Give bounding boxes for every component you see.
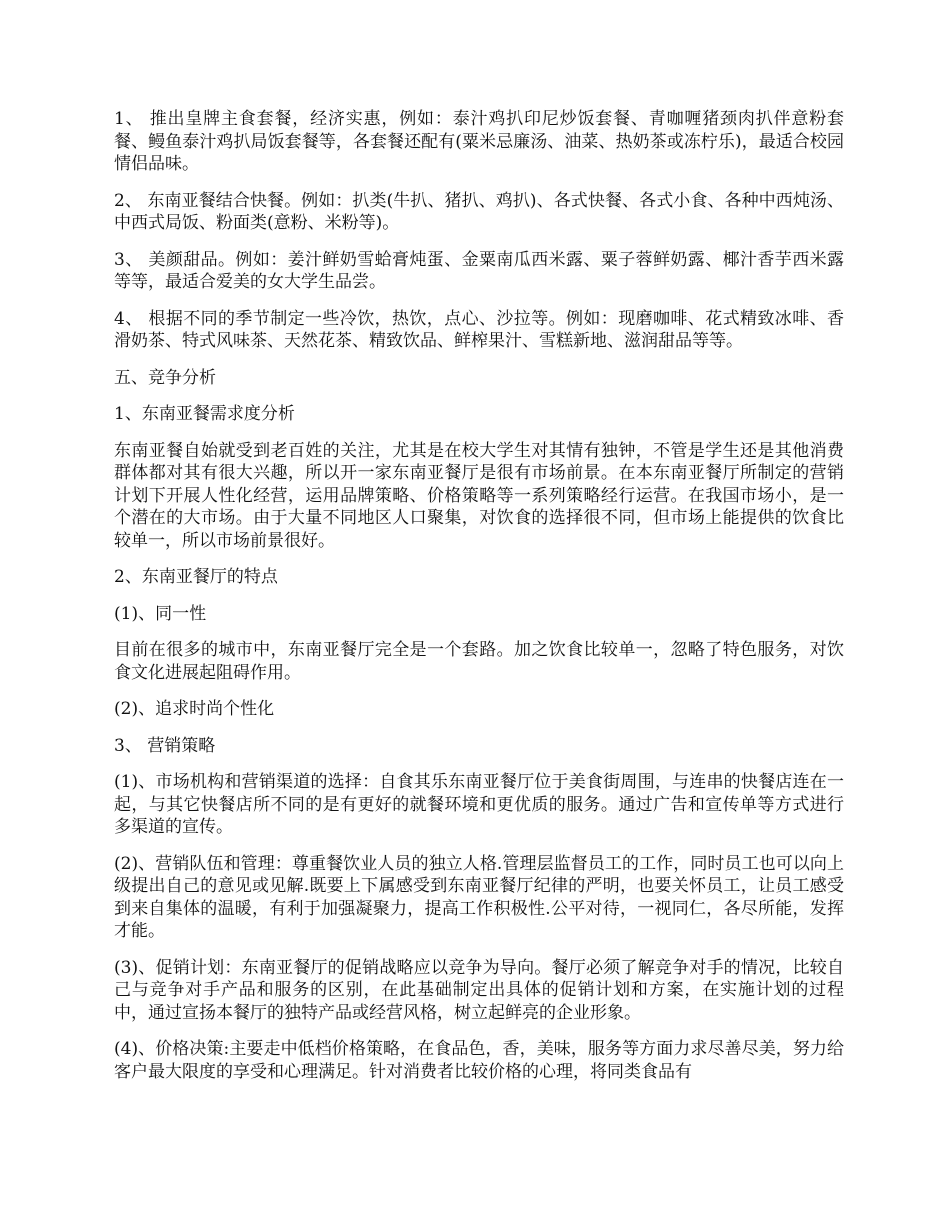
subheading-demand-analysis: 1、东南亚餐需求度分析 [114,404,295,424]
subheading-features: 2、东南亚餐厅的特点 [114,567,278,587]
paragraph-promotion-plan: (3)、促销计划：东南亚餐厅的促销战略应以竞争为导向。餐厅必须了解竞争对手的情况，比较自己与竞争对手产品和服务的区别，在此基础制定出具体的促销计划和方案，在实施计划的过程中，通过宣扬本餐厅的独特产品或经营风格，树立起鲜亮的企业形象。 [114,957,844,1023]
paragraph-pricing: (4)、价格决策:主要走中低档价格策略，在食品色，香，美味，服务等方面力求尽善尽美，努力给客户最大限度的享受和心理满足。针对消费者比较价格的心理，将同类食品有 [114,1039,844,1082]
subheading-marketing-strategy: 3、 营销策略 [114,735,216,756]
menu-item-seasonal-drinks: 4、 根据不同的季节制定一些冷饮，热饮，点心、沙拉等。例如：现磨咖啡、花式精致冰啡、香滑奶茶、特式风味茶、天然花茶、精致饮品、鲜榨果汁、雪糕新地、滋润甜品等等。 [114,308,844,351]
document-body [114,108,844,1097]
menu-item-fast-food: 2、 东南亚餐结合快餐。例如：扒类(牛扒、猪扒、鸡扒)、各式快餐、各式小食、各种中西炖汤、中西式局饭、粉面类(意粉、米粉等)。 [114,190,844,233]
paragraph-demand-analysis: 东南亚餐自始就受到老百姓的关注，尤其是在校大学生对其情有独钟，不管是学生还是其他消费群体都对其有很大兴趣，所以开一家东南亚餐厅是很有市场前景。在本东南亚餐厅所制定的营销计划下开展人性化经营，运用品牌策略、价格策略等一系列策略经行运营。在我国市场小，是一个潜在的大市场。由于大量不同地区人口聚集，对饮食的选择很不同，但市场上能提供的饮食比较单一，所以市场前景很好。 [114,440,844,551]
paragraph-channels: (1)、市场机构和营销渠道的选择：自食其乐东南亚餐厅位于美食街周围，与连串的快餐店连在一起，与其它快餐店所不同的是有更好的就餐环境和更优质的服务。通过广告和宣传单等方式进行多渠道的宣传。 [114,772,844,837]
paragraph-uniformity: 目前在很多的城市中，东南亚餐厅完全是一个套路。加之饮食比较单一，忽略了特色服务，对饮食文化进展起阻碍作用。 [114,640,844,683]
section-heading-competition: 五、竞争分析 [114,367,216,388]
menu-item-set-meals: 1、 推出皇牌主食套餐，经济实惠，例如：泰汁鸡扒印尼炒饭套餐、青咖喱猪颈肉扒伴意粉套餐、鳗鱼泰汁鸡扒局饭套餐等，各套餐还配有(粟米忌廉汤、油菜、热奶茶或冻柠乐)，最适合校园情侣品味。 [114,109,844,174]
subheading-personalization: (2)、追求时尚个性化 [114,699,275,719]
menu-item-desserts: 3、 美颜甜品。例如：姜汁鲜奶雪蛤膏炖蛋、金粟南瓜西米露、粟子蓉鲜奶露、椰汁香芋西米露等等，最适合爱美的女大学生品尝。 [114,249,844,292]
paragraph-team-management: (2)、营销队伍和管理：尊重餐饮业人员的独立人格.管理层监督员工的工作，同时员工也可以向上级提出自己的意见或见解.既要上下属感受到东南亚餐厅纪律的严明，也要关怀员工，让员工感受到来自集体的温暖，有利于加强凝聚力，提高工作积极性.公平对待，一视同仁，各尽所能，发挥才能。 [114,853,844,941]
subheading-uniformity: (1)、同一性 [114,603,207,624]
